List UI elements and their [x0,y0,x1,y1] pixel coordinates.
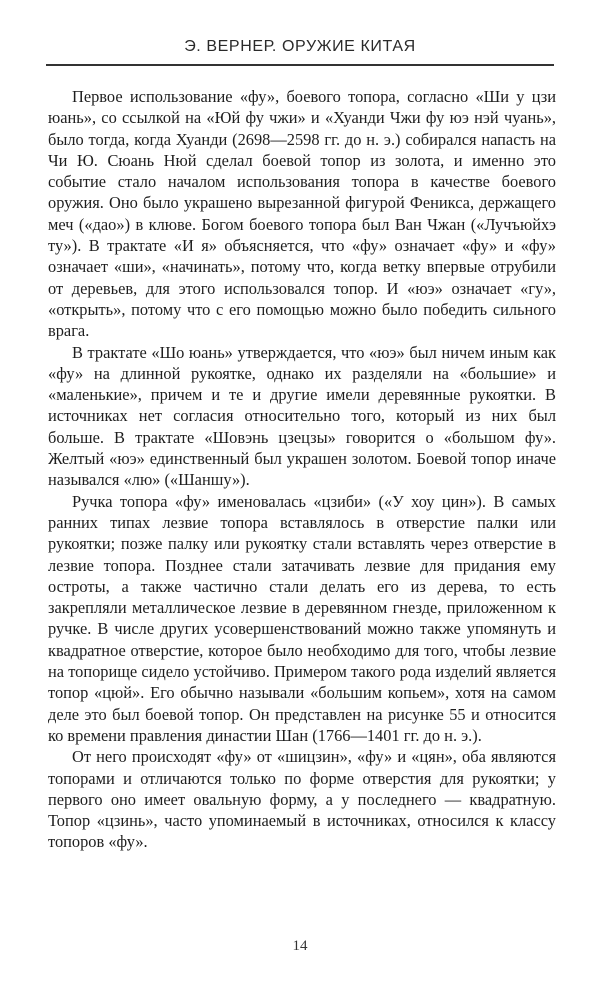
paragraph: Первое использование «фу», боевого топора, согласно «Ши у цзи юань», со ссылкой на «Юй фу чжи» и «Хуанди Чжи фу юэ нэй чуань», было тогда, когда Хуанди (2698—2598 гг. до н. э.) собирался напасть на Чи Ю. Сюань Нюй сделал боевой топор из золота, и именно это событие стало началом использования топора в качестве боевого оружия. Оно было украшено вырезанной фигурой Феникса, держащего меч («дао») в клюве. Богом боевого топора был Ван Чжан («Лучъюйхэ ту»). В трактате «И я» объясняется, что «фу» означает «фу» и «фу» означает «ши», «начинать», потому что, когда ветку впервые отрубили от деревьев, для этого использовался топор. И «юэ» означает «гу», «открыть», потому что с его помощью можно было победить сильного врага. [48,87,556,341]
paragraph: Ручка топора «фу» именовалась «цзиби» («У хоу цин»). В самых ранних типах лезвие топора вставлялось в отверстие палки или рукоятки; позже палку или рукоятку стали вставлять через отверстие в лезвие топора. Позднее стали затачивать лезвие для придания ему остроты, а также частично стали делать его из дерева, то есть закрепляли металлическое лезвие в деревянном гнезде, приложенном к ручке. В числе других усовершенствований можно также упомянуть и квадратное отверстие, которое было необходимо для того, чтобы лезвие на топорище сидело устойчиво. Примером такого рода изделий является топор «цюй». Его обычно называли «большим копьем», хотя на самом деле это был боевой топор. Он представлен на рисунке 55 и относится ко времени правления династии Шан (1766—1401 гг. до н. э.). [48,491,556,745]
running-title: Э. ВЕРНЕР. ОРУЖИЕ КИТАЯ [184,38,416,55]
header-rule [46,64,554,66]
paragraph: В трактате «Шо юань» утверждается, что «юэ» был ничем иным как «фу» на длинной рукоятке, однако их разделяли на «большие» и «маленькие», причем и те и другие имели деревянные рукоятки. В источниках нет согласия относительно того, который из них был больше. В трактате «Шовэнь цзецзы» говорится о «большом фу». Желтый «юэ» единственный был украшен золотом. Боевой топор иначе назывался «лю» («Шаншу»). [48,342,556,490]
paragraph: От него происходят «фу» от «шицзин», «фу» и «цян», оба являются топорами и отличаются только по форме отверстия для рукоятки; у первого оно имеет овальную форму, а у последнего — квадратную. Топор «цзинь», часто упоминаемый в источниках, относился к классу топоров «фу». [48,747,556,852]
page-number: 14 [292,938,308,954]
body-text [48,86,556,853]
